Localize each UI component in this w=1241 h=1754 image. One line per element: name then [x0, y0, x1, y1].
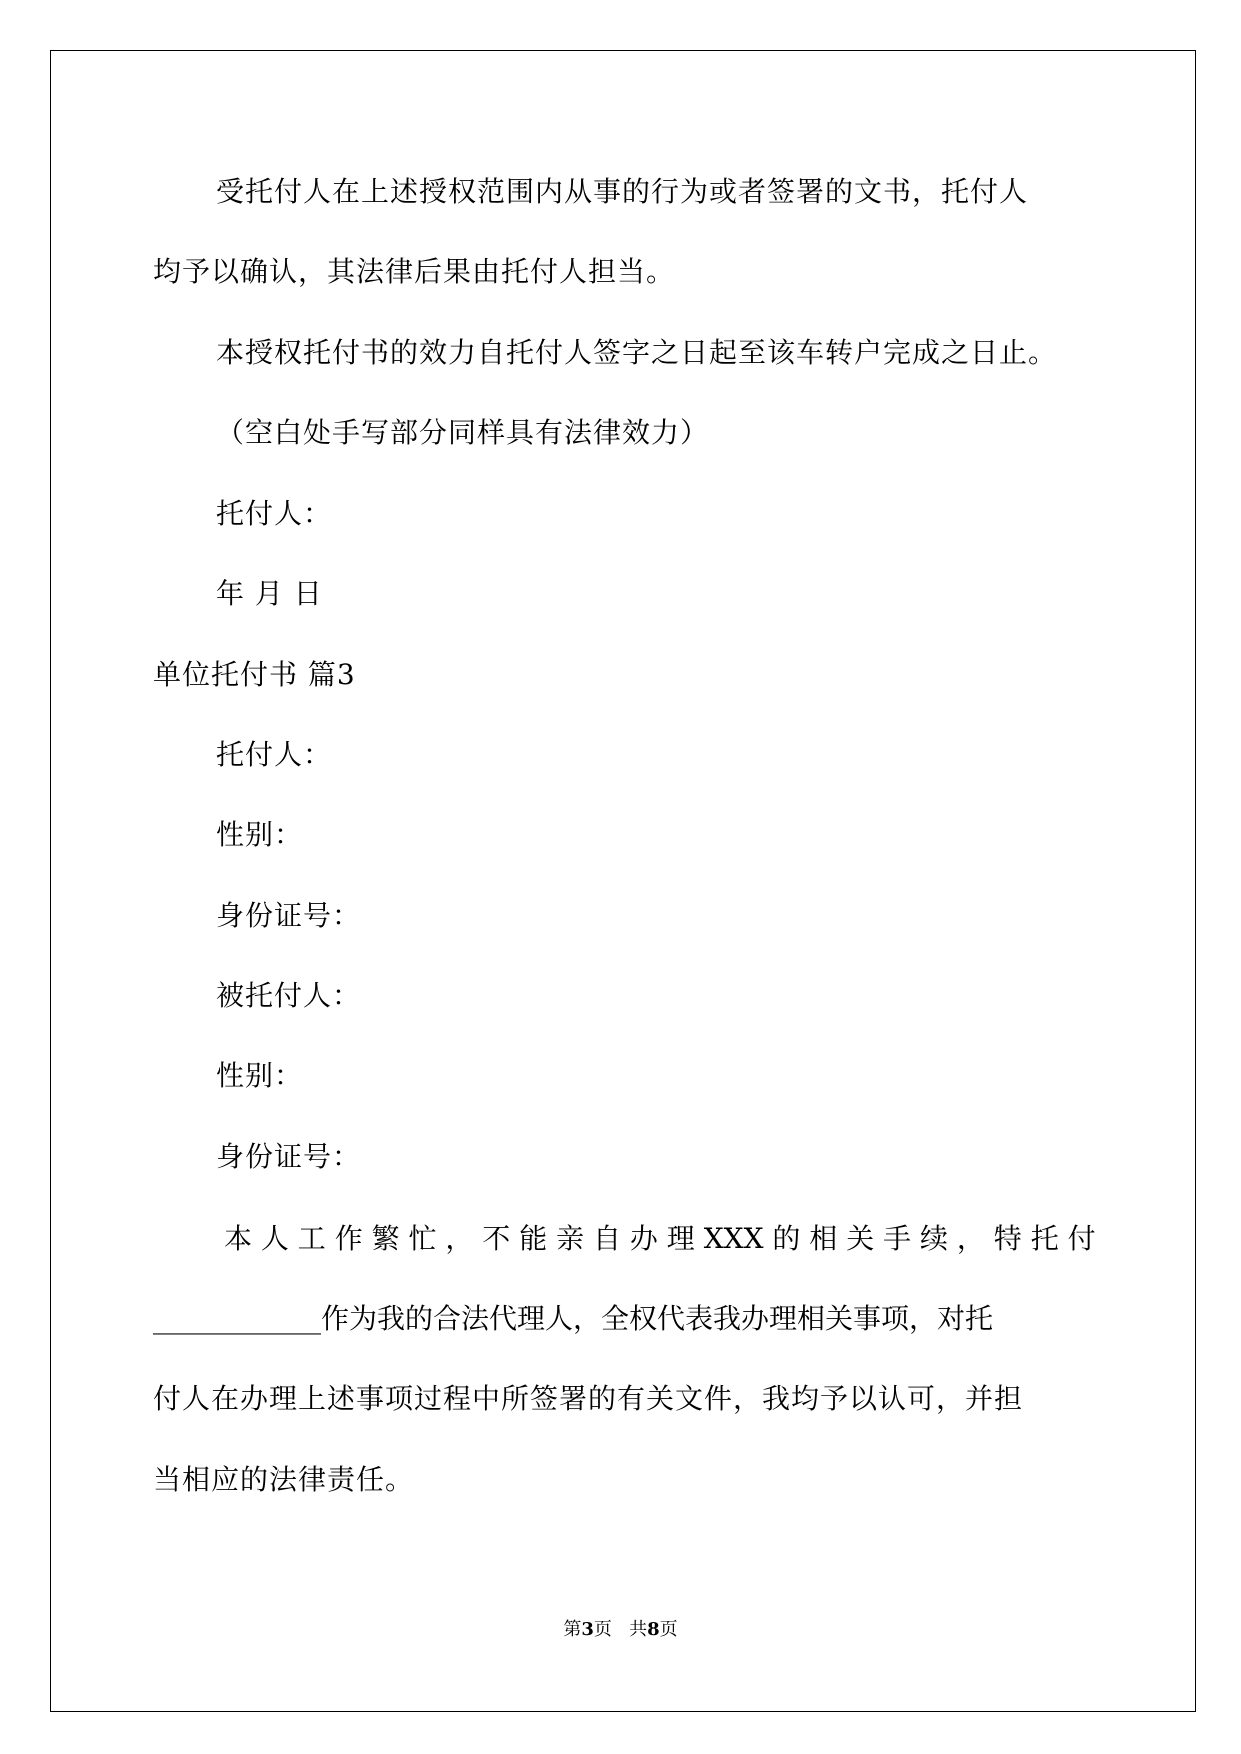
field-label: 托付人：: [216, 738, 333, 771]
footer-prefix: 第: [563, 1619, 582, 1640]
field-label: 身份证号：: [216, 1140, 362, 1173]
paragraph-line: 当相应的法律责任。: [153, 1463, 415, 1496]
footer-total-pages: 8: [647, 1619, 660, 1640]
page-footer: [0, 1618, 1241, 1642]
paragraph-line: （空白处手写部分同样具有法律效力）: [216, 416, 710, 449]
field-label: 性别：: [216, 818, 304, 851]
paragraph-line: ____________作为我的合法代理人，全权代表我办理相关事项，对托: [153, 1302, 994, 1335]
paragraph-line: 本授权托付书的效力自托付人签字之日起至该车转户完成之日止。: [216, 336, 1058, 369]
field-label: 被托付人：: [216, 979, 362, 1012]
footer-total-prefix: 共: [629, 1619, 648, 1640]
paragraph-line: 均予以确认，其法律后果由托付人担当。: [153, 255, 676, 288]
footer-total-suffix: 页: [659, 1619, 678, 1640]
field-label: 身份证号：: [216, 899, 362, 932]
paragraph-line: 付人在办理上述事项过程中所签署的有关文件，我均予以认可，并担: [153, 1382, 1024, 1415]
paragraph-line: 本 人 工 作 繁 忙 ， 不 能 亲 自 办 理 XXX 的 相 关 手 续 ， 特 托 付: [224, 1222, 1096, 1255]
date-line: 年 月 日: [216, 577, 323, 610]
section-heading: 单位托付书 篇3: [153, 658, 356, 691]
signature-label: 托付人：: [216, 497, 333, 530]
field-label: 性别：: [216, 1059, 304, 1092]
footer-page-number: 3: [581, 1619, 594, 1640]
paragraph-line: 受托付人在上述授权范围内从事的行为或者签署的文书，托付人: [216, 175, 1029, 208]
footer-page-suffix: 页: [593, 1619, 612, 1640]
